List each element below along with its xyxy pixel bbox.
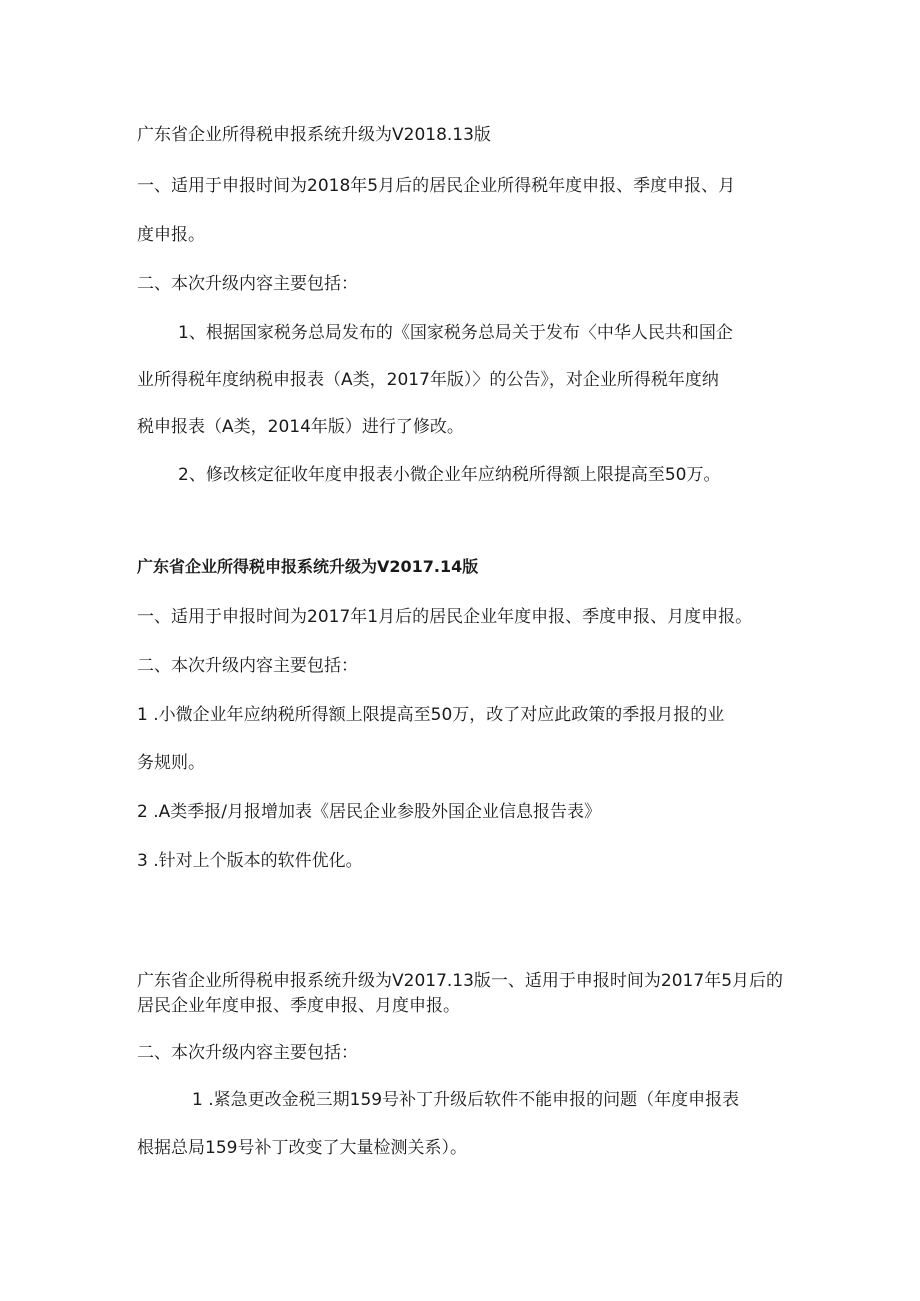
section2-item1-line2: 务规则。 xyxy=(137,753,205,773)
section1-item1-line3: 税申报表（A类，2014年版）进行了修改。 xyxy=(137,417,464,437)
section3-paragraph1-line1: 广东省企业所得税申报系统升级为V2017.13版一、适用于申报时间为2017年5月后的 xyxy=(137,971,784,991)
section2-item1-line1: 1 .小微企业年应纳税所得额上限提高至50万，改了对应此政策的季报月报的业 xyxy=(137,705,725,725)
section2-item3: 3 .针对上个版本的软件优化。 xyxy=(137,851,363,871)
section3-item1-line1: 1 .紧急更改金税三期159号补丁升级后软件不能申报的问题（年度申报表 xyxy=(192,1090,740,1110)
section1-paragraph1-line2: 度申报。 xyxy=(137,225,205,245)
section2-paragraph2: 二、本次升级内容主要包括： xyxy=(137,656,358,676)
section3-paragraph1-line2: 居民企业年度申报、季度申报、月度申报。 xyxy=(137,996,460,1016)
section2-item2: 2 .A类季报/月报增加表《居民企业参股外国企业信息报告表》 xyxy=(137,802,601,822)
section3-item1-line2: 根据总局159号补丁改变了大量检测关系）。 xyxy=(137,1138,467,1158)
section1-title: 广东省企业所得税申报系统升级为V2018.13版 xyxy=(137,125,491,145)
section2-paragraph1: 一、适用于申报时间为2017年1月后的居民企业年度申报、季度申报、月度申报。 xyxy=(137,607,753,627)
section1-paragraph2: 二、本次升级内容主要包括： xyxy=(137,274,358,294)
section2-title: 广东省企业所得税申报系统升级为V2017.14版 xyxy=(137,557,479,576)
section1-paragraph1-line1: 一、适用于申报时间为2018年5月后的居民企业所得税年度申报、季度申报、月 xyxy=(137,176,736,196)
section1-item2: 2、修改核定征收年度申报表小微企业年应纳税所得额上限提高至50万。 xyxy=(178,465,721,485)
section1-item1-line2: 业所得税年度纳税申报表（A类，2017年版）〉的公告》，对企业所得税年度纳 xyxy=(137,370,719,390)
section3-paragraph2: 二、本次升级内容主要包括： xyxy=(137,1043,358,1063)
section1-item1-line1: 1、根据国家税务总局发布的《国家税务总局关于发布〈中华人民共和国企 xyxy=(178,323,733,343)
